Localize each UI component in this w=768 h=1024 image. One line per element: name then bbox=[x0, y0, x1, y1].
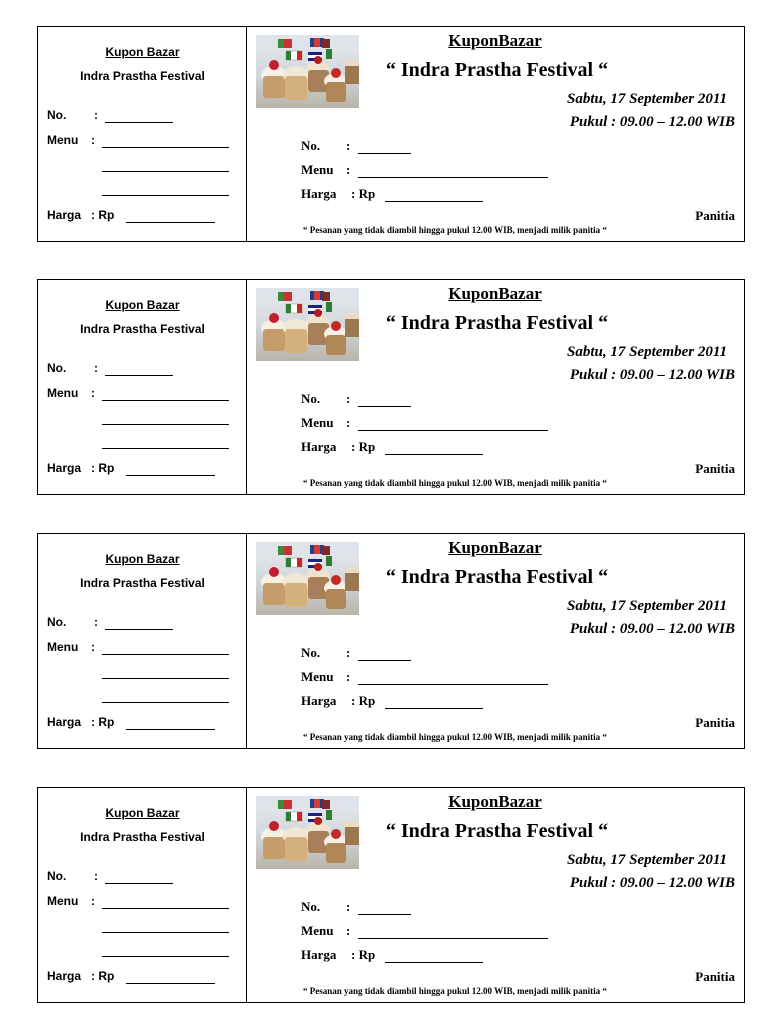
menu-colon: : bbox=[346, 415, 351, 430]
stub-menu-line-3 bbox=[102, 956, 229, 957]
panitia-label: Panitia bbox=[695, 715, 735, 730]
coupon-main bbox=[247, 27, 744, 241]
menu-line bbox=[358, 430, 548, 431]
panitia-label: Panitia bbox=[695, 461, 735, 476]
stub-no-colon: : bbox=[94, 361, 98, 375]
stub-title: Kupon Bazar bbox=[105, 45, 180, 59]
stub-harga-label: Harga bbox=[47, 969, 82, 983]
stub-harga-rp: : Rp bbox=[91, 715, 115, 729]
stub-menu-label: Menu bbox=[47, 894, 79, 908]
event-date: Sabtu, 17 September 2011 bbox=[566, 598, 727, 614]
event-time: Pukul : 09.00 – 12.00 WIB bbox=[569, 367, 735, 383]
menu-colon: : bbox=[346, 923, 351, 938]
panitia-label: Panitia bbox=[695, 208, 735, 223]
event-time: Pukul : 09.00 – 12.00 WIB bbox=[569, 875, 735, 891]
stub-title: Kupon Bazar bbox=[105, 298, 180, 312]
event-date: Sabtu, 17 September 2011 bbox=[566, 91, 727, 107]
stub-no-line bbox=[105, 629, 173, 630]
no-colon: : bbox=[346, 391, 351, 406]
menu-label: Menu bbox=[301, 162, 334, 177]
coupon-title: KuponBazar bbox=[448, 792, 542, 811]
no-colon: : bbox=[346, 899, 351, 914]
coupon bbox=[37, 26, 745, 242]
stub-harga-label: Harga bbox=[47, 208, 82, 222]
stub-menu-line-1 bbox=[102, 400, 229, 401]
coupon-title: KuponBazar bbox=[448, 284, 542, 303]
coupon-subtitle: “ Indra Prastha Festival “ bbox=[385, 820, 609, 842]
harga-rp: : Rp bbox=[351, 693, 376, 708]
menu-line bbox=[358, 684, 548, 685]
coupon-subtitle: “ Indra Prastha Festival “ bbox=[385, 566, 609, 588]
stub-no-line bbox=[105, 375, 173, 376]
stub-menu-line-2 bbox=[102, 424, 229, 425]
harga-line bbox=[385, 454, 483, 455]
coupon bbox=[37, 533, 745, 749]
coupon-title: KuponBazar bbox=[448, 31, 542, 50]
coupon-stub bbox=[38, 534, 247, 748]
stub-menu-line-1 bbox=[102, 147, 229, 148]
cupcake-photo bbox=[256, 35, 359, 108]
stub-harga-rp: : Rp bbox=[91, 461, 115, 475]
stub-menu-label: Menu bbox=[47, 640, 79, 654]
stub-subtitle: Indra Prastha Festival bbox=[80, 830, 205, 844]
stub-menu-line-2 bbox=[102, 171, 229, 172]
no-label: No. bbox=[301, 138, 321, 153]
no-label: No. bbox=[301, 391, 321, 406]
stub-no-colon: : bbox=[94, 615, 98, 629]
stub-menu-line-2 bbox=[102, 932, 229, 933]
stub-menu-line-1 bbox=[102, 654, 229, 655]
stub-harga-label: Harga bbox=[47, 715, 82, 729]
stub-harga-label: Harga bbox=[47, 461, 82, 475]
no-line bbox=[358, 406, 411, 407]
stub-menu-colon: : bbox=[91, 894, 95, 908]
stub-no-label: No. bbox=[47, 869, 67, 883]
stub-menu-label: Menu bbox=[47, 386, 79, 400]
stub-no-label: No. bbox=[47, 361, 67, 375]
no-line bbox=[358, 660, 411, 661]
coupon-subtitle: “ Indra Prastha Festival “ bbox=[385, 312, 609, 334]
stub-title: Kupon Bazar bbox=[105, 552, 180, 566]
stub-menu-line-3 bbox=[102, 702, 229, 703]
menu-label: Menu bbox=[301, 923, 334, 938]
menu-label: Menu bbox=[301, 669, 334, 684]
coupon-stub bbox=[38, 27, 247, 241]
pickup-note: “ Pesanan yang tidak diambil hingga pukul 12.00 WIB, menjadi milik panitia “ bbox=[303, 478, 607, 488]
pickup-note: “ Pesanan yang tidak diambil hingga pukul 12.00 WIB, menjadi milik panitia “ bbox=[303, 732, 607, 742]
stub-menu-line-3 bbox=[102, 448, 229, 449]
harga-rp: : Rp bbox=[351, 947, 376, 962]
panitia-label: Panitia bbox=[695, 969, 735, 984]
cupcake-photo bbox=[256, 288, 359, 361]
stub-harga-rp: : Rp bbox=[91, 208, 115, 222]
harga-label: Harga bbox=[301, 186, 337, 201]
stub-no-colon: : bbox=[94, 108, 98, 122]
menu-line bbox=[358, 938, 548, 939]
harga-label: Harga bbox=[301, 439, 337, 454]
stub-harga-line bbox=[126, 475, 215, 476]
coupon-main bbox=[247, 788, 744, 1002]
stub-title: Kupon Bazar bbox=[105, 806, 180, 820]
coupon-title: KuponBazar bbox=[448, 538, 542, 557]
stub-menu-line-1 bbox=[102, 908, 229, 909]
stub-subtitle: Indra Prastha Festival bbox=[80, 322, 205, 336]
no-line bbox=[358, 153, 411, 154]
cupcake-photo bbox=[256, 542, 359, 615]
no-label: No. bbox=[301, 645, 321, 660]
pickup-note: “ Pesanan yang tidak diambil hingga pukul 12.00 WIB, menjadi milik panitia “ bbox=[303, 225, 607, 235]
event-time: Pukul : 09.00 – 12.00 WIB bbox=[569, 621, 735, 637]
pickup-note: “ Pesanan yang tidak diambil hingga pukul 12.00 WIB, menjadi milik panitia “ bbox=[303, 986, 607, 996]
stub-menu-label: Menu bbox=[47, 133, 79, 147]
stub-no-line bbox=[105, 122, 173, 123]
event-time: Pukul : 09.00 – 12.00 WIB bbox=[569, 114, 735, 130]
harga-rp: : Rp bbox=[351, 186, 376, 201]
stub-harga-rp: : Rp bbox=[91, 969, 115, 983]
coupon-subtitle: “ Indra Prastha Festival “ bbox=[385, 59, 609, 81]
harga-line bbox=[385, 201, 483, 202]
stub-no-colon: : bbox=[94, 869, 98, 883]
stub-menu-colon: : bbox=[91, 640, 95, 654]
harga-label: Harga bbox=[301, 947, 337, 962]
stub-subtitle: Indra Prastha Festival bbox=[80, 69, 205, 83]
coupon-main bbox=[247, 534, 744, 748]
menu-colon: : bbox=[346, 669, 351, 684]
menu-line bbox=[358, 177, 548, 178]
harga-line bbox=[385, 708, 483, 709]
no-line bbox=[358, 914, 411, 915]
menu-colon: : bbox=[346, 162, 351, 177]
no-colon: : bbox=[346, 138, 351, 153]
cupcake-photo bbox=[256, 796, 359, 869]
no-label: No. bbox=[301, 899, 321, 914]
stub-harga-line bbox=[126, 222, 215, 223]
harga-label: Harga bbox=[301, 693, 337, 708]
coupon bbox=[37, 787, 745, 1003]
event-date: Sabtu, 17 September 2011 bbox=[566, 852, 727, 868]
harga-line bbox=[385, 962, 483, 963]
stub-subtitle: Indra Prastha Festival bbox=[80, 576, 205, 590]
no-colon: : bbox=[346, 645, 351, 660]
stub-no-line bbox=[105, 883, 173, 884]
coupon-main bbox=[247, 280, 744, 494]
stub-harga-line bbox=[126, 729, 215, 730]
stub-menu-line-3 bbox=[102, 195, 229, 196]
coupon-stub bbox=[38, 788, 247, 1002]
stub-no-label: No. bbox=[47, 615, 67, 629]
event-date: Sabtu, 17 September 2011 bbox=[566, 344, 727, 360]
coupon-stub bbox=[38, 280, 247, 494]
stub-harga-line bbox=[126, 983, 215, 984]
stub-menu-colon: : bbox=[91, 133, 95, 147]
stub-menu-line-2 bbox=[102, 678, 229, 679]
harga-rp: : Rp bbox=[351, 439, 376, 454]
menu-label: Menu bbox=[301, 415, 334, 430]
stub-menu-colon: : bbox=[91, 386, 95, 400]
stub-no-label: No. bbox=[47, 108, 67, 122]
coupon bbox=[37, 279, 745, 495]
